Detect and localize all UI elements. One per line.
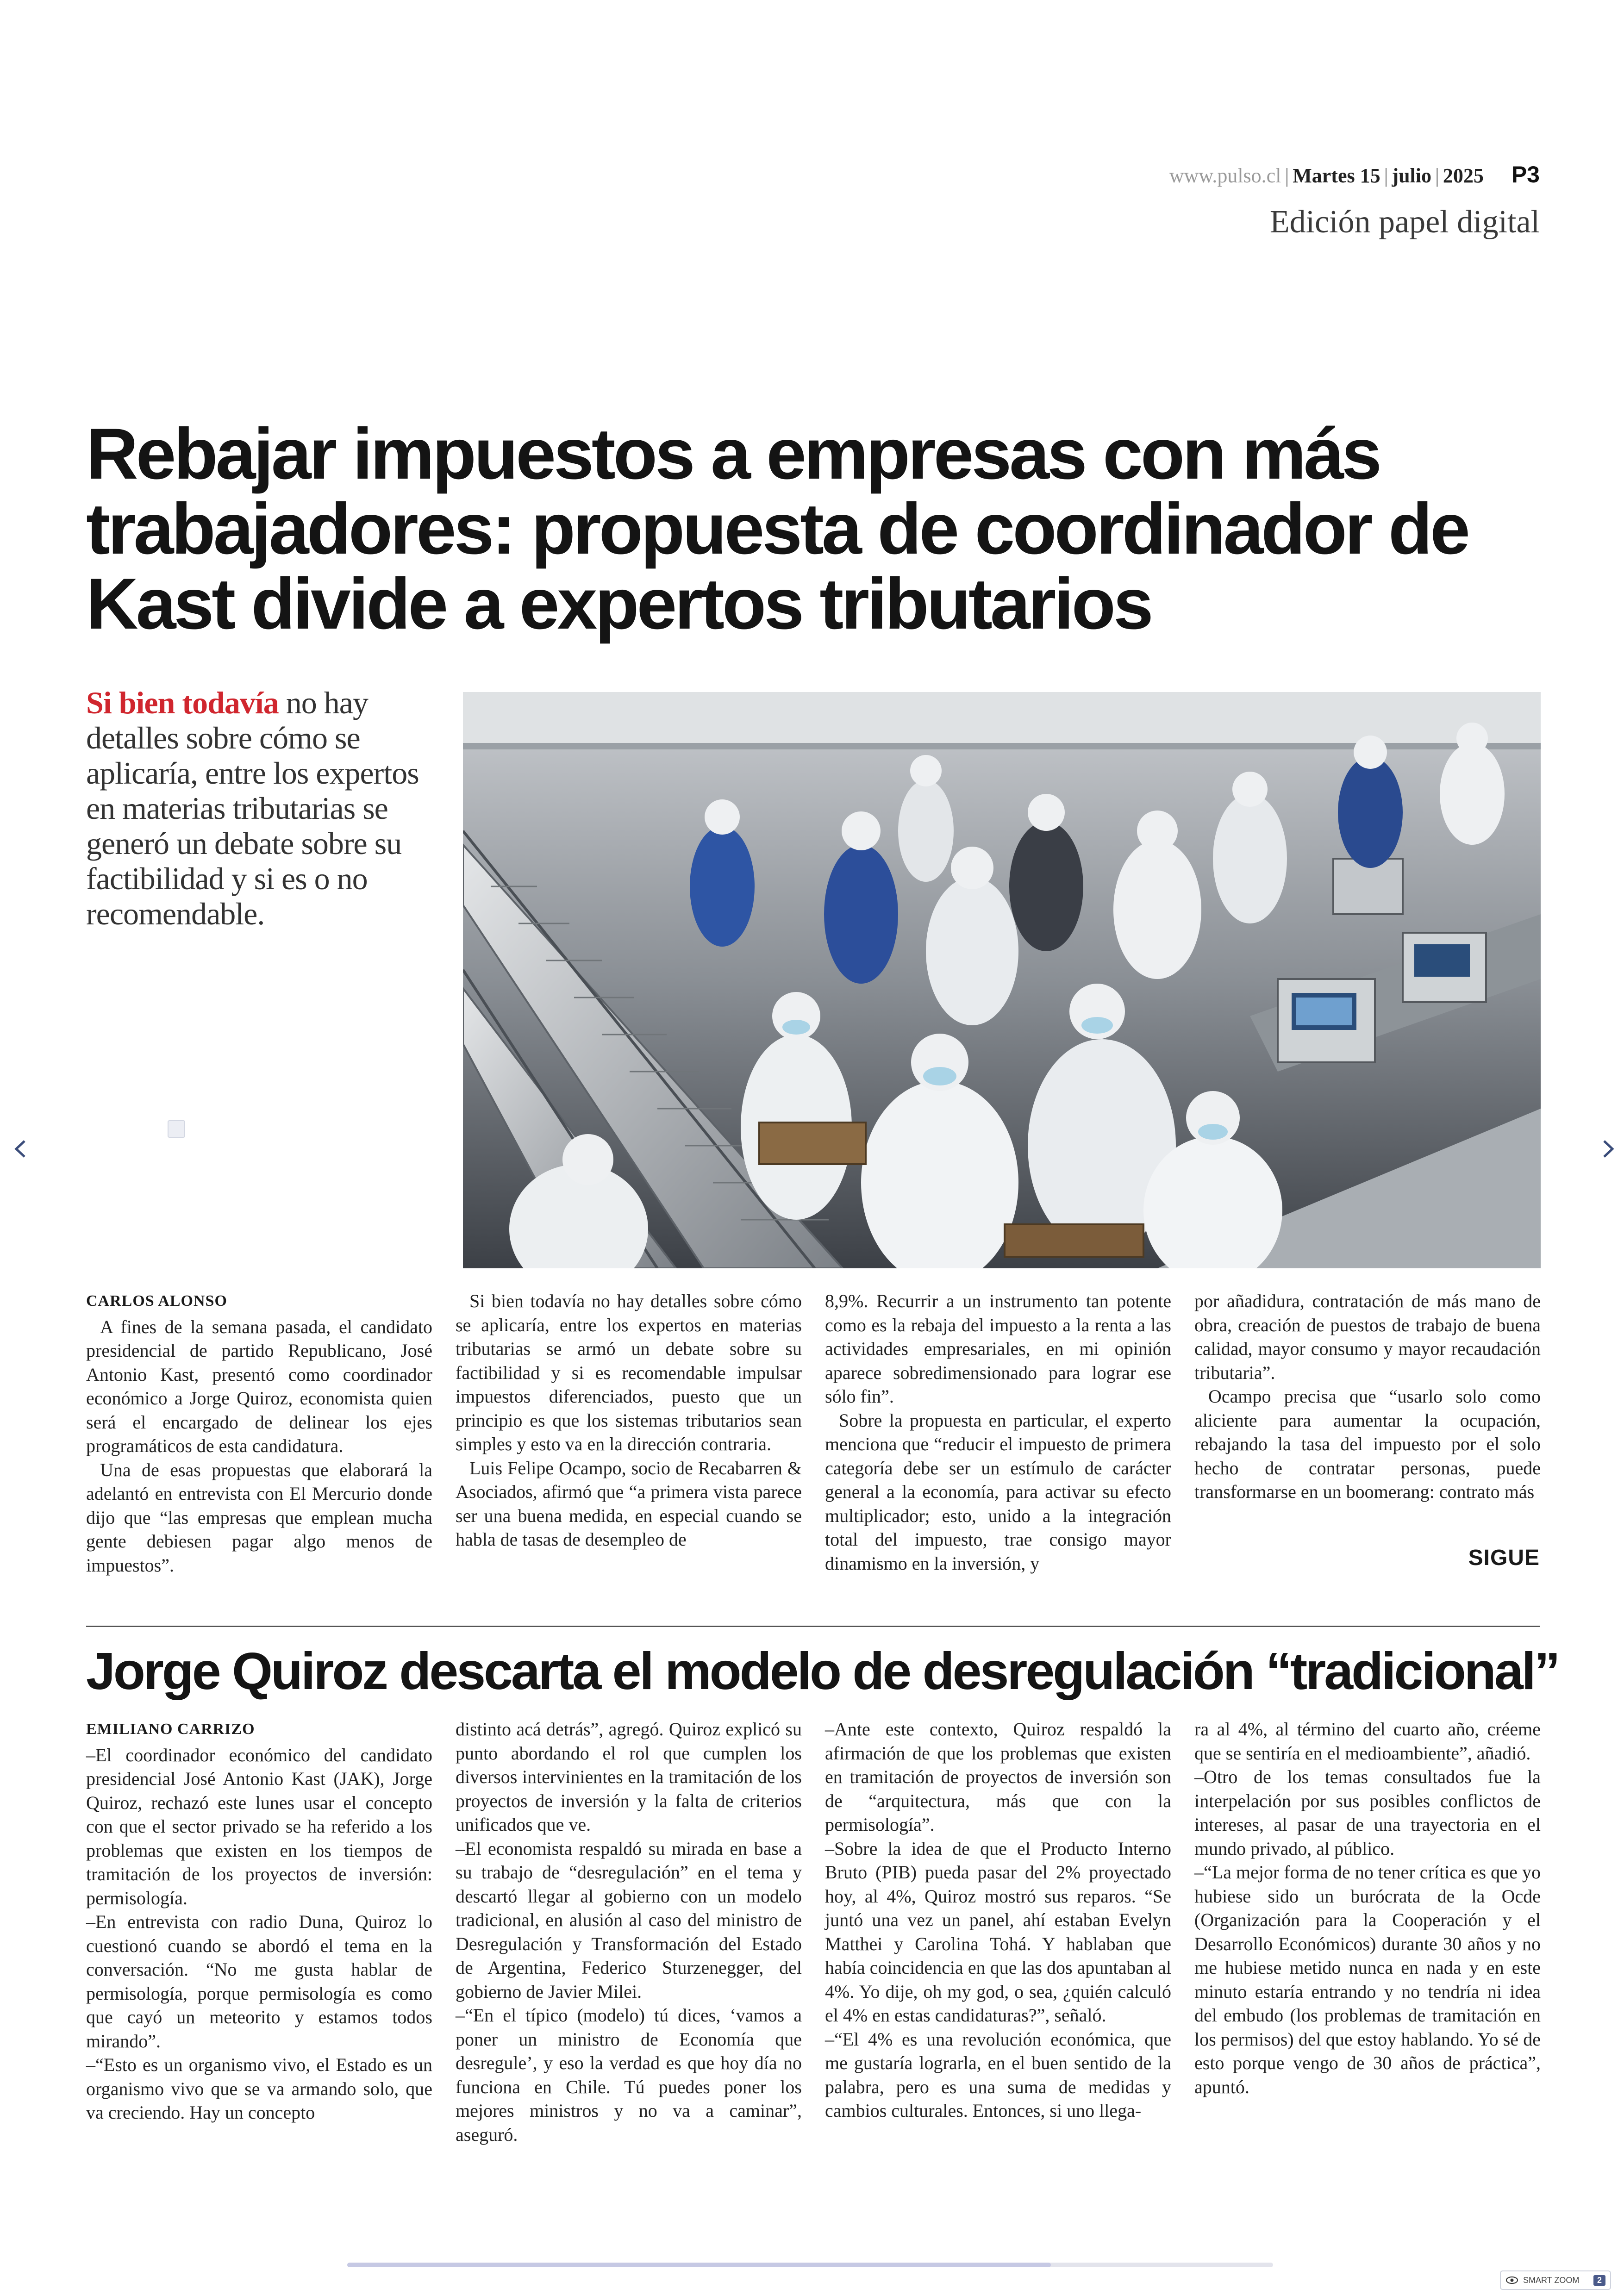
date-day: Martes 15 [1293, 164, 1380, 187]
paragraph: Sobre la propuesta en particular, el experto menciona que “reducir el impuesto de primera categoría debe ser un estímulo de carácter general a la economía, para activar su efecto multiplicador; esto, unido a la integración total del impuesto, trae consigo mayor dinamismo en la inversión, y [825, 1409, 1171, 1574]
article-byline: CARLOS ALONSO [86, 1292, 227, 1310]
reading-progress-fill [347, 2263, 1051, 2267]
paragraph: –El coordinador económico del candidato presidencial José Antonio Kast (JAK), Jorge Quiroz, rechazó este lunes usar el concepto con que el sector privado se ha referido a los problemas que existen en los tiempos de tramitación de los proyectos de inversión: permisología. [86, 1744, 432, 1908]
paragraph: 8,9%. Recurrir a un instrumento tan potente como es la rebaja del impuesto a la renta a las actividades empresariales, en mi opinión aparece sobredimensionado para lograr ese sólo fin”. [825, 1291, 1171, 1407]
paragraph: Una de esas propuestas que elaborará la adelantó en entrevista con El Mercurio donde dijo que “las empresas que emplean mucha gente debiesen pagar algo menos de impuestos”. [86, 1459, 432, 1576]
date-month: julio [1392, 164, 1432, 187]
next-page-button[interactable] [1593, 1133, 1624, 1165]
article-column-2 [456, 1289, 802, 1552]
article2-column-3 [825, 1717, 1171, 2123]
chevron-left-icon [11, 1137, 29, 1160]
paragraph: –“En el típico (modelo) tú dices, ‘vamos a poner un ministro de Economía que desregule’, y eso la verdad es que hoy día no funciona en Chile. Tú puedes poner los mejores ministros y no va a caminar”, aseguró. [456, 2005, 802, 2145]
article-lead [86, 685, 419, 931]
article2-byline: EMILIANO CARRIZO [86, 1721, 255, 1738]
article-column-1 [86, 1289, 432, 1577]
paragraph: –El economista respaldó su mirada en base a su trabajo de “desregulación” en el tema y descartó llegar al gobierno con un modelo tradicional, en alusión al caso del ministro de Desregulación y Transformación del Estado de Argentina, Federico Sturzenegger, del gobierno de Javier Milei. [456, 1838, 802, 2002]
chevron-right-icon [1599, 1137, 1618, 1160]
section-divider [86, 1626, 1540, 1627]
paragraph: –“Esto es un organismo vivo, el Estado es un organismo vivo que se va armando solo, que va creciendo. Hay un concepto [86, 2054, 432, 2123]
paragraph: –En entrevista con radio Duna, Quiroz lo cuestionó cuando se abordó el tema en la conversación. “No me gusta hablar de permisología, porque permisología es como que cayó un meteorito y estamos todos mirando”. [86, 1911, 432, 2052]
paragraph: Luis Felipe Ocampo, socio de Recabarren & Asociados, afirmó que “a primera vista parece ser una buena medida, en especial cuando se habla de tasas de desempleo de [456, 1457, 802, 1550]
article-column-4 [1194, 1289, 1541, 1504]
edition-header: www.pulso.cl | Martes 15 | julio | 2025 P3 [1169, 162, 1540, 187]
factory-workers-image [463, 692, 1541, 1268]
paragraph: Si bien todavía no hay detalles sobre cómo se aplicaría, entre los expertos en materias tributarias se armó un debate sobre su factibilidad y si es recomendable impulsar impuestos diferenciados, puesto que un principio es que los sistemas tributarios sean simples y esto va en la dirección contraria. [456, 1291, 802, 1454]
page-number: P3 [1511, 162, 1540, 187]
eye-icon [1505, 2276, 1518, 2284]
zoom-level-badge: 2 [1593, 2275, 1605, 2286]
paragraph: A fines de la semana pasada, el candidato presidencial de partido Republicano, José Antonio Kast, presentó como coordinador económico a Jorge Quiroz, economista quien será el encargado de delinear los ejes programáticos de esta candidatura. [86, 1316, 432, 1456]
secondary-headline: Jorge Quiroz descarta el modelo de desregulación “tradicional” [86, 1642, 1559, 1700]
continue-label: SIGUE [1468, 1546, 1540, 1570]
article2-column-1 [86, 1717, 432, 2125]
article-headline: Rebajar impuestos a empresas con más trabajadores: propuesta de coordinador de Kast divide a expertos tributarios [86, 414, 1468, 644]
paragraph: –Ante este contexto, Quiroz respaldó la afirmación de que los problemas que existen en tramitación de proyectos de inversión son de “arquitectura, más que con la permisología”. [825, 1719, 1171, 1835]
date-year: 2025 [1443, 164, 1484, 187]
lead-text: no hay detalles sobre cómo se aplicaría, entre los expertos en materias tributarias se generó un debate sobre su factibilidad y si es o no recomendable. [86, 685, 419, 931]
paragraph: por añadidura, contratación de más mano de obra, creación de puestos de trabajo de buena calidad, mayor consumo y mayor recaudación tributaria”. [1194, 1291, 1541, 1383]
paragraph: –“El 4% es una revolución económica, que me gustaría lograrla, en el buen sentido de la palabra, pero es una suma de medidas y cambios culturales. Entonces, si uno llega- [825, 2028, 1171, 2121]
article-column-3 [825, 1289, 1171, 1575]
smart-zoom-button[interactable] [1500, 2270, 1611, 2290]
page-marker-icon [168, 1120, 185, 1138]
article2-column-4 [1194, 1717, 1541, 2099]
site-url: www.pulso.cl [1169, 164, 1281, 187]
article2-column-2 [456, 1717, 802, 2146]
article-photo [463, 692, 1541, 1268]
paragraph: Ocampo precisa que “usarlo solo como aliciente para aumentar la ocupación, rebajando la tasa del impuesto por el solo hecho de contratar personas, puede transformarse en un boomerang: contrato más [1194, 1386, 1541, 1502]
paragraph: –Otro de los temas consultados fue la interpelación por sus posibles conflictos de intereses, al pasar de una trayectoria en el mundo privado, al público. [1194, 1766, 1541, 1859]
lead-highlight: Si bien todavía [86, 685, 279, 720]
paragraph: –“La mejor forma de no tener crítica es que yo hubiese sido un burócrata de la Ocde (Organización para la Cooperación y el Desarrollo Económicos) durante 30 años y no me hubiese metido nunca en nada y en este minuto estaría entrando y no tendría ni idea del embudo (los problemas de tramitación en los permisos) del que estoy hablando. Yo sé de esto porque vengo de 30 años de práctica”, apuntó. [1194, 1862, 1541, 2097]
paragraph: distinto acá detrás”, agregó. Quiroz explicó su punto abordando el rol que cumplen los diversos intervinientes en la tramitación de los proyectos de inversión y la falta de criterios unificados que ve. [456, 1719, 802, 1835]
smart-zoom-label: SMART ZOOM [1523, 2275, 1580, 2285]
edition-label: Edición papel digital [1269, 204, 1540, 240]
prev-page-button[interactable] [4, 1133, 36, 1165]
paragraph: –Sobre la idea de que el Producto Interno Bruto (PIB) pueda pasar del 2% proyectado hoy, al 4%, Quiroz mostró sus reparos. “Se juntó una vez un panel, ahí estaban Evelyn Matthei y Carolina Tohá. Y hablaban que había coincidencia en que las dos apuntaban al 4%. Yo dije, oh my god, o sea, ¿quién calculó el 4% en estas candidaturas?”, señaló. [825, 1838, 1171, 2026]
paragraph: ra al 4%, al término del cuarto año, créeme que se sentiría en el medioambiente”, añadió. [1194, 1719, 1541, 1764]
